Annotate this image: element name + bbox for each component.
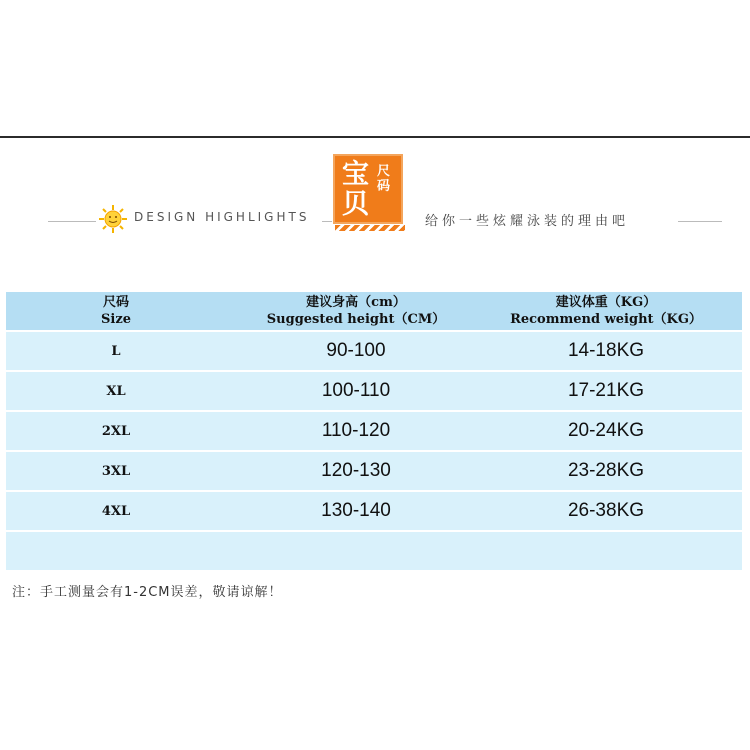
weight-cell: 26-38KG — [567, 500, 645, 521]
weight-cell: 17-21KG — [567, 380, 645, 401]
header-weight — [486, 292, 726, 330]
size-cell: XL — [106, 383, 126, 399]
weight-cell: 14-18KG — [567, 340, 645, 361]
size-cell: L — [111, 343, 121, 359]
height-cell: 110-120 — [321, 420, 391, 441]
table-row — [6, 332, 742, 370]
table-row — [6, 452, 742, 490]
header-size — [56, 292, 176, 330]
header-height — [236, 292, 476, 330]
header-line-mid — [322, 221, 332, 222]
header-height-en: Suggested height（CM） — [266, 312, 446, 327]
height-cell: 90-100 — [326, 340, 386, 361]
size-table — [6, 292, 742, 572]
height-cell: 100-110 — [321, 380, 391, 401]
header-size-cn: 尺码 — [102, 295, 129, 310]
section-header — [0, 150, 750, 235]
header-size-en: Size — [101, 312, 131, 327]
weight-cell: 23-28KG — [567, 460, 645, 481]
height-cell: 120-130 — [321, 460, 391, 481]
size-cell: 2XL — [101, 423, 131, 439]
header-line-left — [48, 221, 96, 222]
table-row — [6, 412, 742, 450]
badge-title: 宝贝 — [342, 159, 369, 220]
table-row — [6, 492, 742, 530]
header-line-right — [678, 221, 722, 222]
slogan-text: 给你一些炫耀泳装的理由吧 — [425, 214, 630, 229]
table-header-row — [6, 292, 742, 330]
table-row-empty — [6, 532, 742, 570]
size-cell: 3XL — [101, 463, 131, 479]
size-cell: 4XL — [101, 503, 131, 519]
top-divider — [0, 136, 750, 138]
table-row — [6, 372, 742, 410]
design-highlights-text: DESIGN HIGHLIGHTS — [134, 210, 310, 224]
header-weight-en: Recommend weight（KG） — [510, 312, 702, 327]
header-weight-cn: 建议体重（KG） — [555, 295, 657, 310]
badge-stripes — [335, 225, 405, 231]
weight-cell: 20-24KG — [567, 420, 645, 441]
size-badge — [333, 154, 403, 224]
badge-subtitle: 尺码 — [377, 164, 391, 194]
height-cell: 130-140 — [321, 500, 391, 521]
measurement-note: 注：手工测量会有1-2CM误差，敬请谅解！ — [12, 585, 283, 600]
header-height-cn: 建议身高（cm） — [306, 295, 406, 310]
sun-icon — [98, 204, 128, 234]
